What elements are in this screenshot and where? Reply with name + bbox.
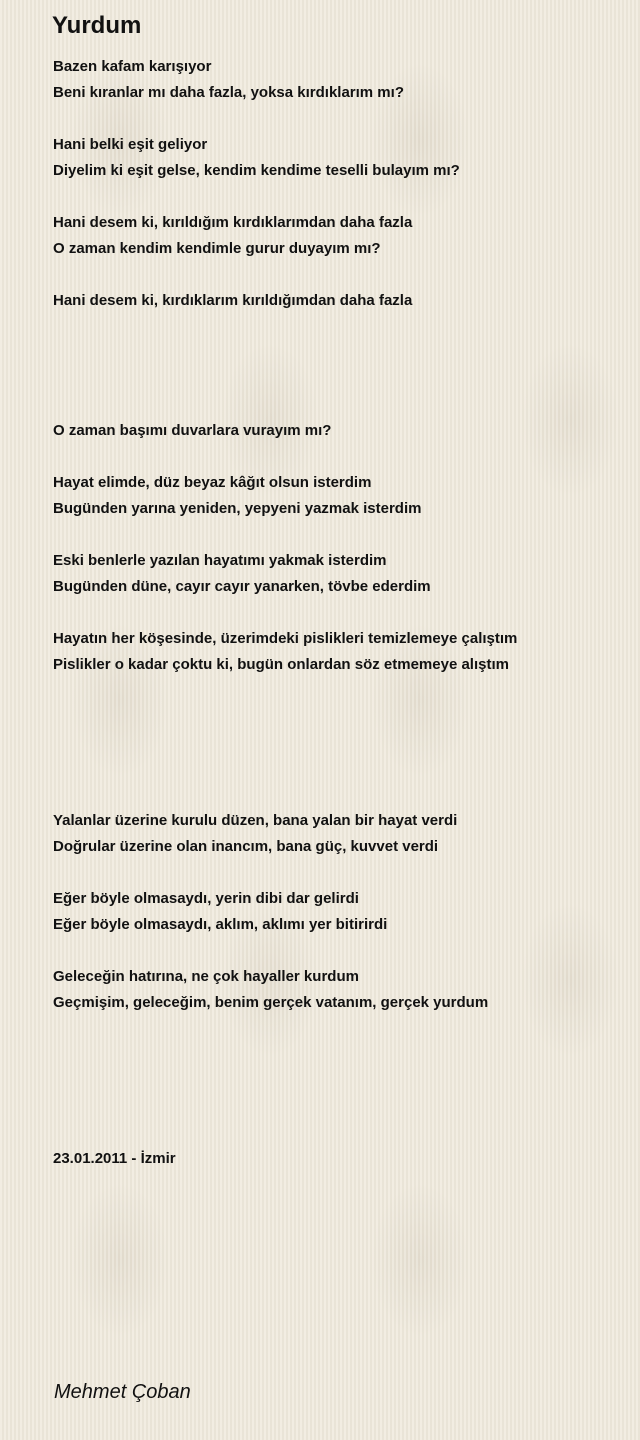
blank-line xyxy=(53,938,623,964)
poem-line: Yalanlar üzerine kurulu düzen, bana yalan bir hayat verdi xyxy=(53,812,458,829)
blank-line xyxy=(53,730,623,756)
blank-line xyxy=(53,522,623,548)
poem-line: Pislikler o kadar çoktu ki, bugün onlardan söz etmemeye alıştım xyxy=(53,656,509,673)
poem-line: Doğrular üzerine olan inancım, bana güç, kuvvet verdi xyxy=(53,838,439,855)
blank-line xyxy=(53,366,623,392)
poem-line: Hani desem ki, kırdıklarım kırıldığımdan daha fazla xyxy=(53,292,413,309)
blank-line xyxy=(53,106,623,132)
blank-line xyxy=(53,1094,623,1120)
poem-body xyxy=(53,54,623,1172)
blank-line xyxy=(53,1042,623,1068)
blank-line xyxy=(53,444,623,470)
blank-line xyxy=(53,600,623,626)
blank-line xyxy=(53,314,623,340)
blank-line xyxy=(53,756,623,782)
author-name: Mehmet Çoban xyxy=(54,1381,191,1403)
poem-line: Hani desem ki, kırıldığım kırdıklarımdan daha fazla xyxy=(53,214,413,231)
blank-line xyxy=(53,392,623,418)
poem-line: 23.01.2011 - İzmir xyxy=(53,1150,176,1167)
blank-line xyxy=(53,1016,623,1042)
poem-title: Yurdum xyxy=(52,12,142,39)
poem-line: Hayat elimde, düz beyaz kâğıt olsun isterdim xyxy=(53,474,372,491)
blank-line xyxy=(53,184,623,210)
blank-line xyxy=(53,1068,623,1094)
blank-line xyxy=(53,782,623,808)
poem-line: Geleceğin hatırına, ne çok hayaller kurdum xyxy=(53,968,359,985)
poem-line: O zaman kendim kendimle gurur duyayım mı? xyxy=(53,240,381,257)
poem-line: Bugünden yarına yeniden, yepyeni yazmak isterdim xyxy=(53,500,422,517)
poem-line: Bugünden düne, cayır cayır yanarken, tövbe ederdim xyxy=(53,578,431,595)
poem-line: Eğer böyle olmasaydı, aklım, aklımı yer bitirirdi xyxy=(53,916,388,933)
poem-line: Eğer böyle olmasaydı, yerin dibi dar gelirdi xyxy=(53,890,359,907)
poem-line: Eski benlerle yazılan hayatımı yakmak isterdim xyxy=(53,552,387,569)
blank-line xyxy=(53,340,623,366)
poem-line: Geçmişim, geleceğim, benim gerçek vatanım, gerçek yurdum xyxy=(53,994,489,1011)
blank-line xyxy=(53,262,623,288)
poem-line: Diyelim ki eşit gelse, kendim kendime teselli bulayım mı? xyxy=(53,162,460,179)
poem-line: Bazen kafam karışıyor xyxy=(53,58,212,75)
poem-line: Beni kıranlar mı daha fazla, yoksa kırdıklarım mı? xyxy=(53,84,404,101)
poem-line: Hani belki eşit geliyor xyxy=(53,136,208,153)
blank-line xyxy=(53,1120,623,1146)
poem-line: O zaman başımı duvarlara vurayım mı? xyxy=(53,422,332,439)
blank-line xyxy=(53,860,623,886)
blank-line xyxy=(53,678,623,704)
blank-line xyxy=(53,704,623,730)
poem-line: Hayatın her köşesinde, üzerimdeki pislikleri temizlemeye çalıştım xyxy=(53,630,518,647)
